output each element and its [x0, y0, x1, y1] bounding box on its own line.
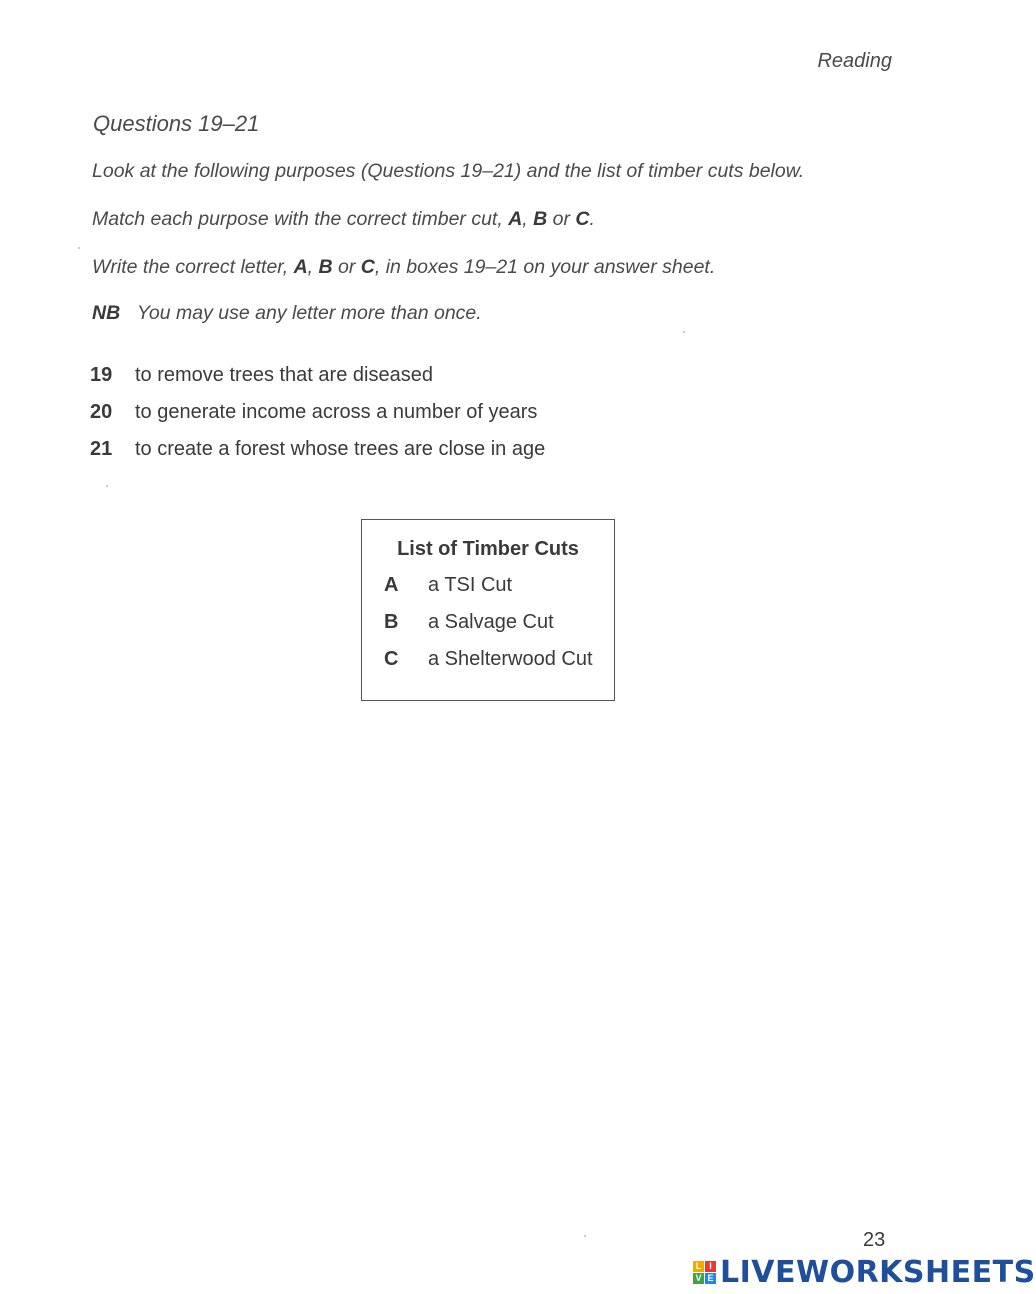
- cut-text: a Salvage Cut: [428, 611, 554, 633]
- logo-cell: E: [705, 1273, 716, 1284]
- logo-cell: L: [693, 1261, 704, 1272]
- instruction-text: Match each purpose with the correct timber cut,: [92, 208, 509, 230]
- nb-text: You may use any letter more than once.: [137, 302, 482, 324]
- timber-cut-c: [384, 648, 593, 671]
- option-letter-c: C: [575, 208, 590, 230]
- cut-text: a TSI Cut: [428, 574, 513, 596]
- watermark-text: LIVEWORKSHEETS: [720, 1255, 1036, 1290]
- instruction-text: Write the correct letter,: [92, 256, 294, 278]
- question-19: [90, 364, 433, 387]
- questions-title: Questions 19–21: [93, 111, 260, 136]
- section-header: Reading: [817, 50, 892, 72]
- question-text: to generate income across a number of years: [135, 401, 538, 423]
- question-number: 20: [90, 401, 113, 423]
- option-letter-c: C: [360, 256, 375, 278]
- timber-cut-b: [384, 611, 554, 634]
- option-letter-b: B: [318, 256, 333, 278]
- instruction-text: ,: [307, 256, 319, 278]
- instruction-line-2: [92, 208, 595, 231]
- instruction-text: or: [332, 256, 361, 278]
- instruction-line-3: [92, 256, 715, 279]
- liveworksheets-watermark[interactable]: [693, 1255, 1036, 1290]
- cut-letter: A: [384, 574, 399, 596]
- timber-cut-a: [384, 574, 512, 597]
- cut-letter: B: [384, 611, 399, 633]
- question-text: to remove trees that are diseased: [135, 364, 433, 386]
- instruction-text: .: [589, 208, 595, 230]
- option-letter-b: B: [533, 208, 548, 230]
- question-number: 19: [90, 364, 113, 386]
- instruction-text: or: [547, 208, 576, 230]
- timber-cuts-title: List of Timber Cuts: [397, 538, 579, 560]
- question-21: [90, 438, 545, 461]
- option-letter-a: A: [508, 208, 523, 230]
- nb-note: [92, 302, 482, 325]
- question-number: 21: [90, 438, 113, 460]
- question-20: [90, 401, 537, 424]
- timber-cuts-list-box: [361, 519, 615, 701]
- logo-cell: V: [693, 1273, 704, 1284]
- liveworksheets-logo-icon: [693, 1261, 716, 1284]
- instruction-text: ,: [522, 208, 534, 230]
- instruction-text: , in boxes 19–21 on your answer sheet.: [374, 256, 716, 278]
- cut-text: a Shelterwood Cut: [428, 648, 593, 670]
- nb-label: NB: [92, 302, 121, 324]
- page-number: 23: [863, 1229, 886, 1251]
- logo-cell: I: [705, 1261, 716, 1272]
- instruction-line-1: Look at the following purposes (Questions 19–21) and the list of timber cuts below.: [92, 160, 805, 182]
- cut-letter: C: [384, 648, 399, 670]
- question-text: to create a forest whose trees are close in age: [135, 438, 546, 460]
- option-letter-a: A: [293, 256, 308, 278]
